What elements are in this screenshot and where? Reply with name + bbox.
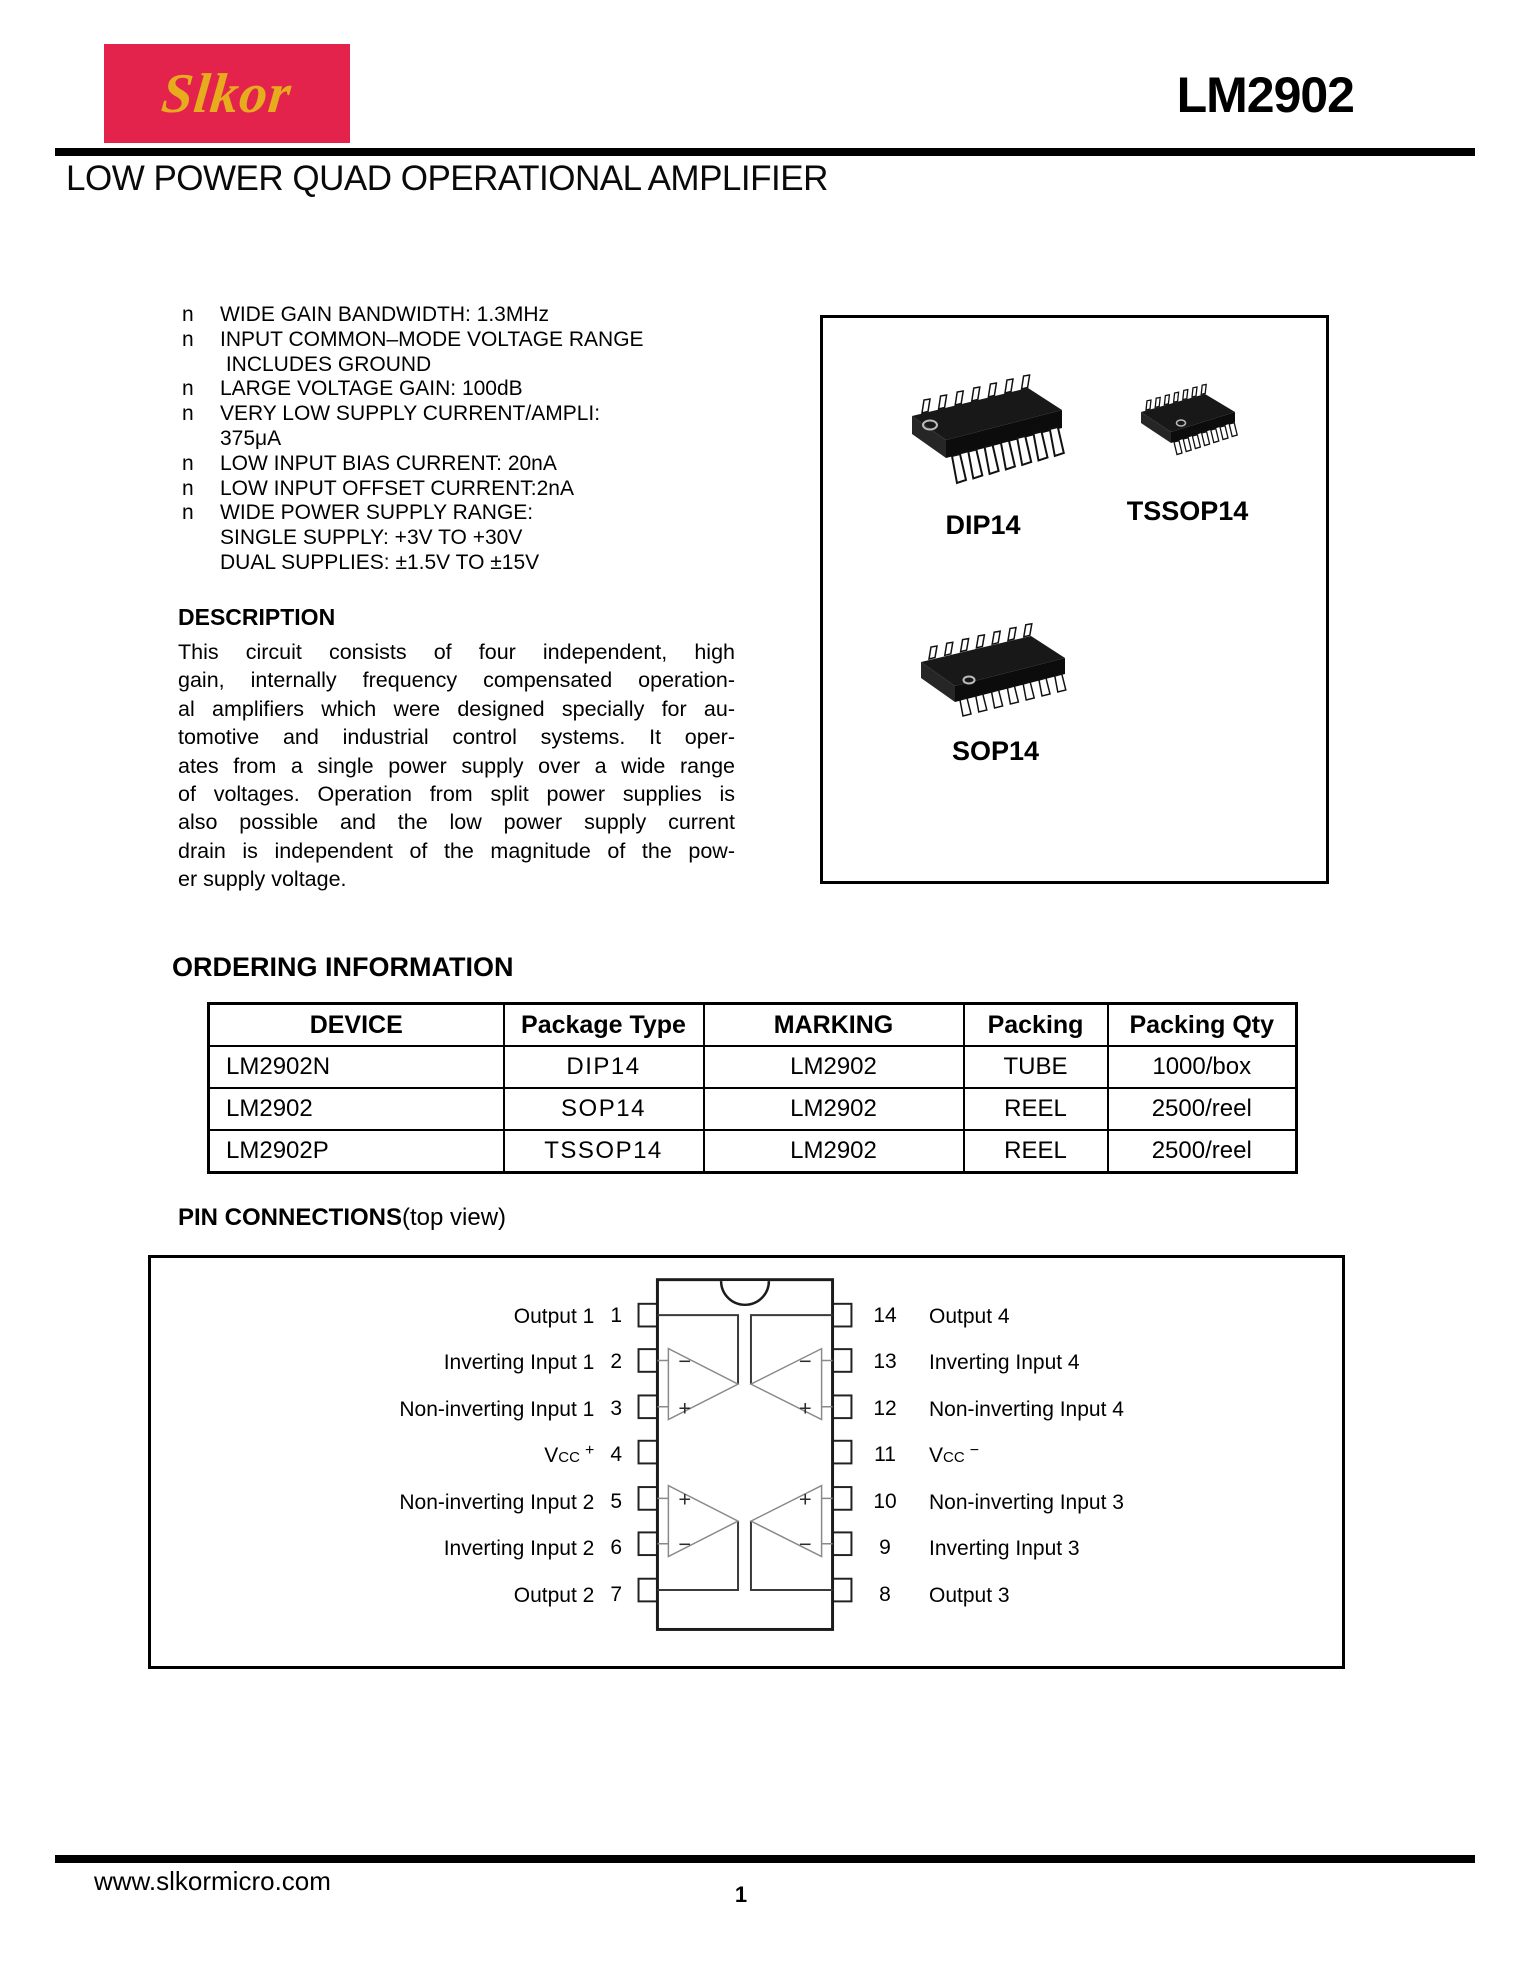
- description-line: drain is independent of the magnitude of the pow-: [178, 838, 735, 863]
- feature-line: [182, 303, 782, 328]
- cell-packing: REEL: [964, 1088, 1108, 1130]
- footer-url: www.slkormicro.com: [94, 1866, 331, 1896]
- feature-line: [182, 452, 782, 477]
- cell-package-type: SOP14: [504, 1088, 704, 1130]
- feature-bullet: [182, 526, 220, 551]
- description-line: This circuit consists of four independent, high: [178, 640, 735, 664]
- table-row: [209, 1130, 1297, 1173]
- chip-body: [657, 1280, 832, 1630]
- pin-row-13: [867, 1349, 1080, 1375]
- opamp-sign: +: [798, 1486, 812, 1512]
- pin-label: Inverting Input 4: [929, 1351, 1080, 1374]
- cell-marking: LM2902: [704, 1046, 964, 1088]
- pin-row-4: [151, 1442, 622, 1468]
- feature-text: INCLUDES GROUND: [220, 352, 432, 376]
- pin-label: VCC +: [544, 1442, 595, 1467]
- feature-line: [182, 501, 782, 526]
- pin-label: Output 1: [513, 1305, 595, 1328]
- pin-number: 7: [610, 1583, 622, 1606]
- pin-row-2: [151, 1349, 622, 1375]
- feature-text: DUAL SUPPLIES: ±1.5V TO ±15V: [220, 550, 540, 574]
- feature-bullet: n: [182, 377, 194, 401]
- pin-row-14: [867, 1303, 1010, 1329]
- pin-row-3: [151, 1396, 622, 1422]
- pin-label: Non-inverting Input 4: [929, 1398, 1124, 1421]
- pin-connections-heading: [178, 1204, 506, 1232]
- pin-label: Inverting Input 3: [929, 1537, 1080, 1560]
- feature-line: [182, 477, 782, 502]
- features-list: [182, 303, 782, 576]
- description-line: gain, internally frequency compensated operation-: [178, 668, 735, 693]
- cell-packing: REEL: [964, 1130, 1108, 1173]
- cell-packing: TUBE: [964, 1046, 1108, 1088]
- pin-row-9: [867, 1535, 1080, 1561]
- pin-label: Output 4: [929, 1305, 1010, 1328]
- pin-row-5: [151, 1489, 622, 1515]
- sop14-label: SOP14: [951, 736, 1040, 766]
- feature-bullet: n: [182, 327, 194, 351]
- pin-connections-title: PIN CONNECTIONS: [178, 1204, 403, 1231]
- description-line: of voltages. Operation from split power supplies is: [178, 782, 735, 807]
- description-line: also possible and the low power supply current: [178, 810, 735, 835]
- cell-package-type: TSSOP14: [504, 1130, 704, 1173]
- pin-number: 14: [873, 1304, 897, 1327]
- feature-line: [182, 328, 782, 353]
- feature-bullet: n: [182, 501, 194, 525]
- cell-packing-qty: 1000/box: [1108, 1046, 1297, 1088]
- feature-line: [182, 353, 782, 378]
- pin-number: 11: [874, 1443, 896, 1466]
- description-line: er supply voltage.: [178, 867, 347, 892]
- pin-diagram: [148, 1255, 1345, 1669]
- pin-label: Non-inverting Input 2: [399, 1491, 595, 1514]
- feature-bullet: [182, 551, 220, 576]
- part-number: LM2902: [1176, 67, 1354, 123]
- page-number: 1: [734, 1882, 748, 1907]
- package-figure: [820, 315, 1329, 884]
- feature-bullet: n: [182, 303, 194, 326]
- feature-bullet: [182, 427, 220, 452]
- feature-text: LOW INPUT OFFSET CURRENT:2nA: [220, 476, 574, 500]
- pin-label: Inverting Input 2: [443, 1537, 595, 1560]
- cell-packing-qty: 2500/reel: [1108, 1130, 1297, 1173]
- pin-number: 12: [873, 1397, 897, 1420]
- pin-number: 9: [879, 1536, 891, 1559]
- opamp-sign: −: [798, 1531, 812, 1557]
- sop14-image: [891, 618, 1091, 738]
- column-header-device: DEVICE: [209, 1004, 504, 1047]
- table-header-row: [209, 1004, 1297, 1047]
- cell-package-type: DIP14: [504, 1046, 704, 1088]
- feature-text: SINGLE SUPPLY: +3V TO +30V: [220, 526, 523, 550]
- pin-number: 3: [610, 1397, 622, 1420]
- description-line: al amplifiers which were designed specially for au-: [178, 696, 735, 721]
- column-header-marking: MARKING: [704, 1004, 964, 1047]
- pin-number: 2: [610, 1350, 622, 1373]
- logo-text: Slkor: [158, 62, 296, 125]
- feature-text: LOW INPUT BIAS CURRENT: 20nA: [220, 451, 557, 475]
- opamp-sign: +: [678, 1395, 692, 1421]
- ordering-heading: ORDERING INFORMATION: [172, 952, 514, 982]
- pin-row-8: [867, 1582, 1010, 1608]
- opamp-sign: +: [798, 1395, 812, 1421]
- ordering-table: [207, 1002, 1298, 1174]
- feature-line: [182, 402, 782, 427]
- cell-packing-qty: 2500/reel: [1108, 1088, 1297, 1130]
- tssop14-label: TSSOP14: [1126, 496, 1249, 526]
- feature-text: LARGE VOLTAGE GAIN: 100dB: [220, 377, 523, 401]
- pin-label: Output 2: [513, 1584, 595, 1607]
- pin-number: 13: [873, 1350, 897, 1373]
- description-heading: DESCRIPTION: [178, 604, 336, 630]
- pin-number: 6: [610, 1536, 622, 1559]
- pin-number: 8: [879, 1583, 891, 1606]
- cell-device: LM2902N: [209, 1046, 504, 1088]
- cell-marking: LM2902: [704, 1130, 964, 1173]
- pin-number: 10: [873, 1490, 897, 1513]
- feature-text: INPUT COMMON–MODE VOLTAGE RANGE: [220, 327, 644, 351]
- slkor-logo: [104, 44, 350, 143]
- pin-label: Output 3: [929, 1584, 1010, 1607]
- pin-label: VCC −: [929, 1442, 980, 1467]
- pin-row-1: [151, 1303, 622, 1329]
- feature-text: VERY LOW SUPPLY CURRENT/AMPLI:: [220, 402, 601, 426]
- tssop14-image: [1113, 378, 1263, 483]
- feature-line: [182, 427, 782, 452]
- pin-label: Non-inverting Input 1: [399, 1398, 595, 1421]
- description-text: [178, 638, 735, 894]
- feature-line: [182, 551, 782, 576]
- pin-row-7: [151, 1582, 622, 1608]
- table-row: [209, 1088, 1297, 1130]
- feature-bullet: n: [182, 451, 194, 475]
- dip14-image: [878, 368, 1088, 518]
- dip14-label: DIP14: [945, 510, 1021, 540]
- pin-label: Non-inverting Input 3: [929, 1491, 1124, 1514]
- pin-connections-subtitle: (top view): [402, 1204, 507, 1231]
- pin-number: 4: [610, 1443, 622, 1466]
- table-row: [209, 1046, 1297, 1088]
- feature-line: [182, 377, 782, 402]
- column-header-package-type: Package Type: [504, 1004, 704, 1047]
- pin-row-11: [867, 1442, 979, 1468]
- description-line: tomotive and industrial control systems. It oper-: [178, 725, 735, 750]
- feature-bullet: [182, 353, 220, 378]
- pin-row-10: [867, 1489, 1124, 1515]
- feature-text: 375μA: [220, 426, 282, 450]
- pin-number: 5: [610, 1490, 622, 1513]
- pin-row-12: [867, 1396, 1124, 1422]
- feature-text: WIDE POWER SUPPLY RANGE:: [220, 501, 534, 525]
- opamp-sign: −: [798, 1348, 812, 1374]
- opamp-sign: +: [678, 1486, 692, 1512]
- feature-line: [182, 526, 782, 551]
- header-rule: [55, 148, 1475, 156]
- pin-row-6: [151, 1535, 622, 1561]
- pin-number: 1: [610, 1304, 622, 1327]
- pin-label: Inverting Input 1: [443, 1351, 595, 1374]
- opamp-sign: −: [678, 1348, 692, 1374]
- column-header-packing-qty: Packing Qty: [1108, 1004, 1297, 1047]
- feature-bullet: n: [182, 476, 194, 500]
- feature-bullet: n: [182, 402, 194, 426]
- column-header-packing: Packing: [964, 1004, 1108, 1047]
- feature-text: WIDE GAIN BANDWIDTH: 1.3MHz: [220, 303, 550, 326]
- footer-rule: [55, 1855, 1475, 1863]
- cell-device: LM2902: [209, 1088, 504, 1130]
- cell-marking: LM2902: [704, 1088, 964, 1130]
- page-title: LOW POWER QUAD OPERATIONAL AMPLIFIER: [66, 159, 828, 198]
- description-line: ates from a single power supply over a wide range: [178, 753, 735, 778]
- opamp-sign: −: [678, 1531, 692, 1557]
- cell-device: LM2902P: [209, 1130, 504, 1173]
